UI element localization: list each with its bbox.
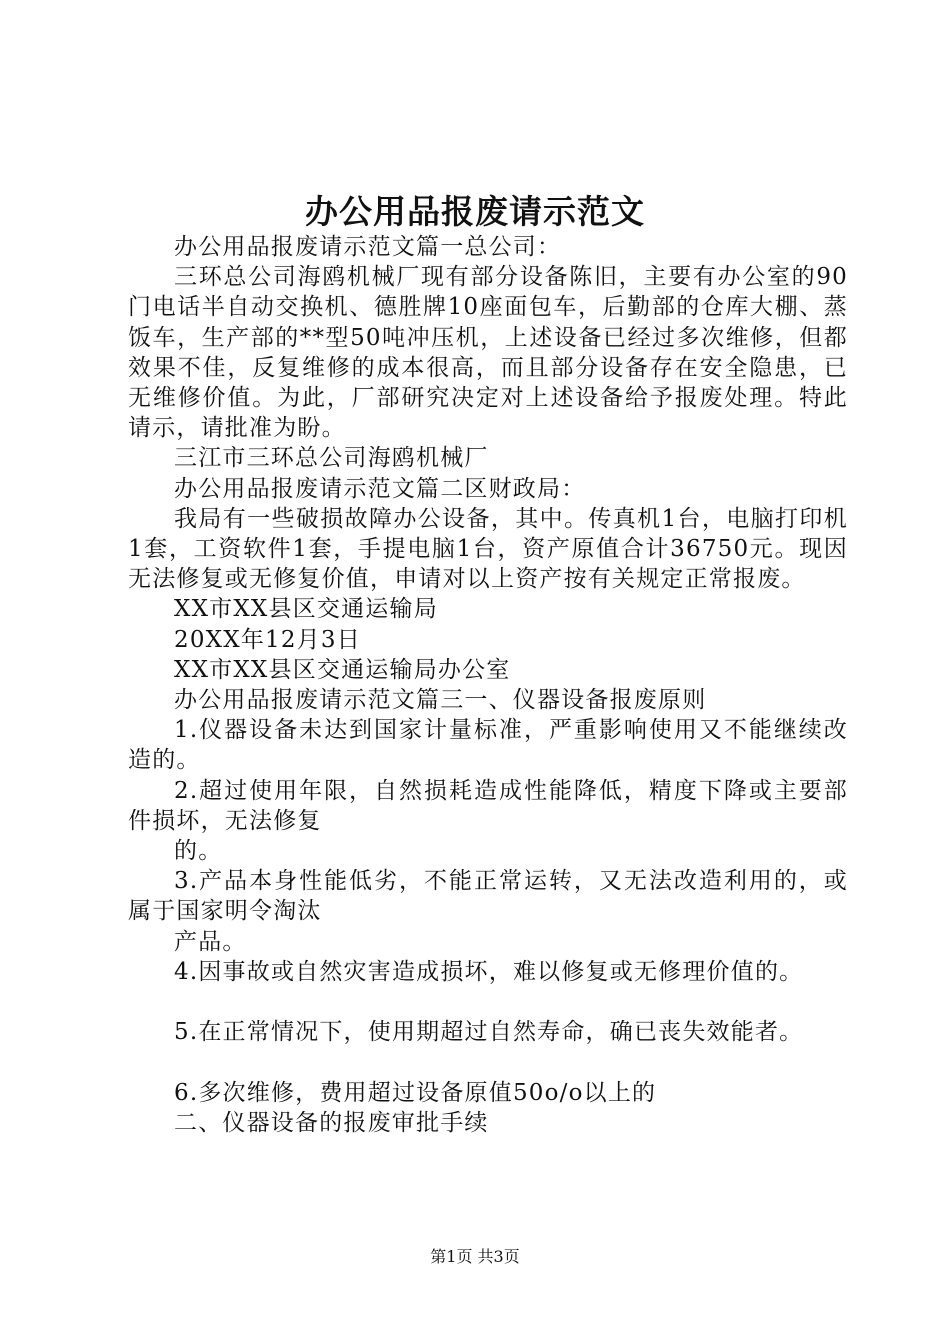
paragraph-6: XX市XX县区交通运输局 [174, 596, 438, 623]
paragraph-2: 三环总公司海鸥机械厂现有部分设备陈旧，主要有办公室的90门电话半自动交换机、德胜牌10座面包车，后勤部的仓库大棚、蒸饭车，生产部的**型50吨冲压机，上述设备已经过多次维修，但都效果不佳，反复维修的成本很高，而且部分设备存在安全隐患，已无维修价值。为此，厂部研究决定对上述设备给予报废处理。特此请示，请批准为盼。 [128, 264, 848, 442]
paragraph-8: XX市XX县区交通运输局办公室 [174, 656, 511, 683]
paragraph-4: 办公用品报废请示范文篇二区财政局： [174, 475, 586, 502]
paragraph-16: 5.在正常情况下，使用期超过自然寿命，确已丧失效能者。 [174, 1019, 804, 1046]
page-footer: 第1页 共3页 [430, 1247, 520, 1266]
paragraph-12: 的。 [174, 838, 223, 865]
paragraph-1: 办公用品报废请示范文篇一总公司： [174, 234, 562, 260]
document-body [128, 232, 848, 1138]
paragraph-14: 产品。 [174, 928, 247, 955]
paragraph-3: 三江市三环总公司海鸥机械厂 [174, 445, 489, 472]
document-title: 办公用品报废请示范文 [305, 192, 645, 231]
paragraph-5: 我局有一些破损故障办公设备，其中。传真机1台，电脑打印机1套，工资软件1套，手提电脑1台，资产原值合计36750元。现因无法修复或无修复价值，申请对以上资产按有关规定正常报废。 [128, 505, 848, 593]
paragraph-11: 2.超过使用年限，自然损耗造成性能降低，精度下降或主要部件损坏，无法修复 [128, 777, 848, 834]
paragraph-10: 1.仪器设备未达到国家计量标准，严重影响使用又不能继续改造的。 [128, 717, 848, 774]
paragraph-15: 4.因事故或自然灾害造成损坏，难以修复或无修理价值的。 [174, 958, 804, 985]
paragraph-7: 20XX年12月3日 [174, 626, 361, 653]
paragraph-17: 6.多次维修，费用超过设备原值50o/o以上的 [174, 1079, 657, 1106]
paragraph-18: 二、仪器设备的报废审批手续 [174, 1109, 489, 1136]
paragraph-9: 办公用品报废请示范文篇三一、仪器设备报废原则 [174, 687, 707, 714]
paragraph-13: 3.产品本身性能低劣，不能正常运转，又无法改造利用的，或属于国家明令淘汰 [128, 868, 848, 925]
